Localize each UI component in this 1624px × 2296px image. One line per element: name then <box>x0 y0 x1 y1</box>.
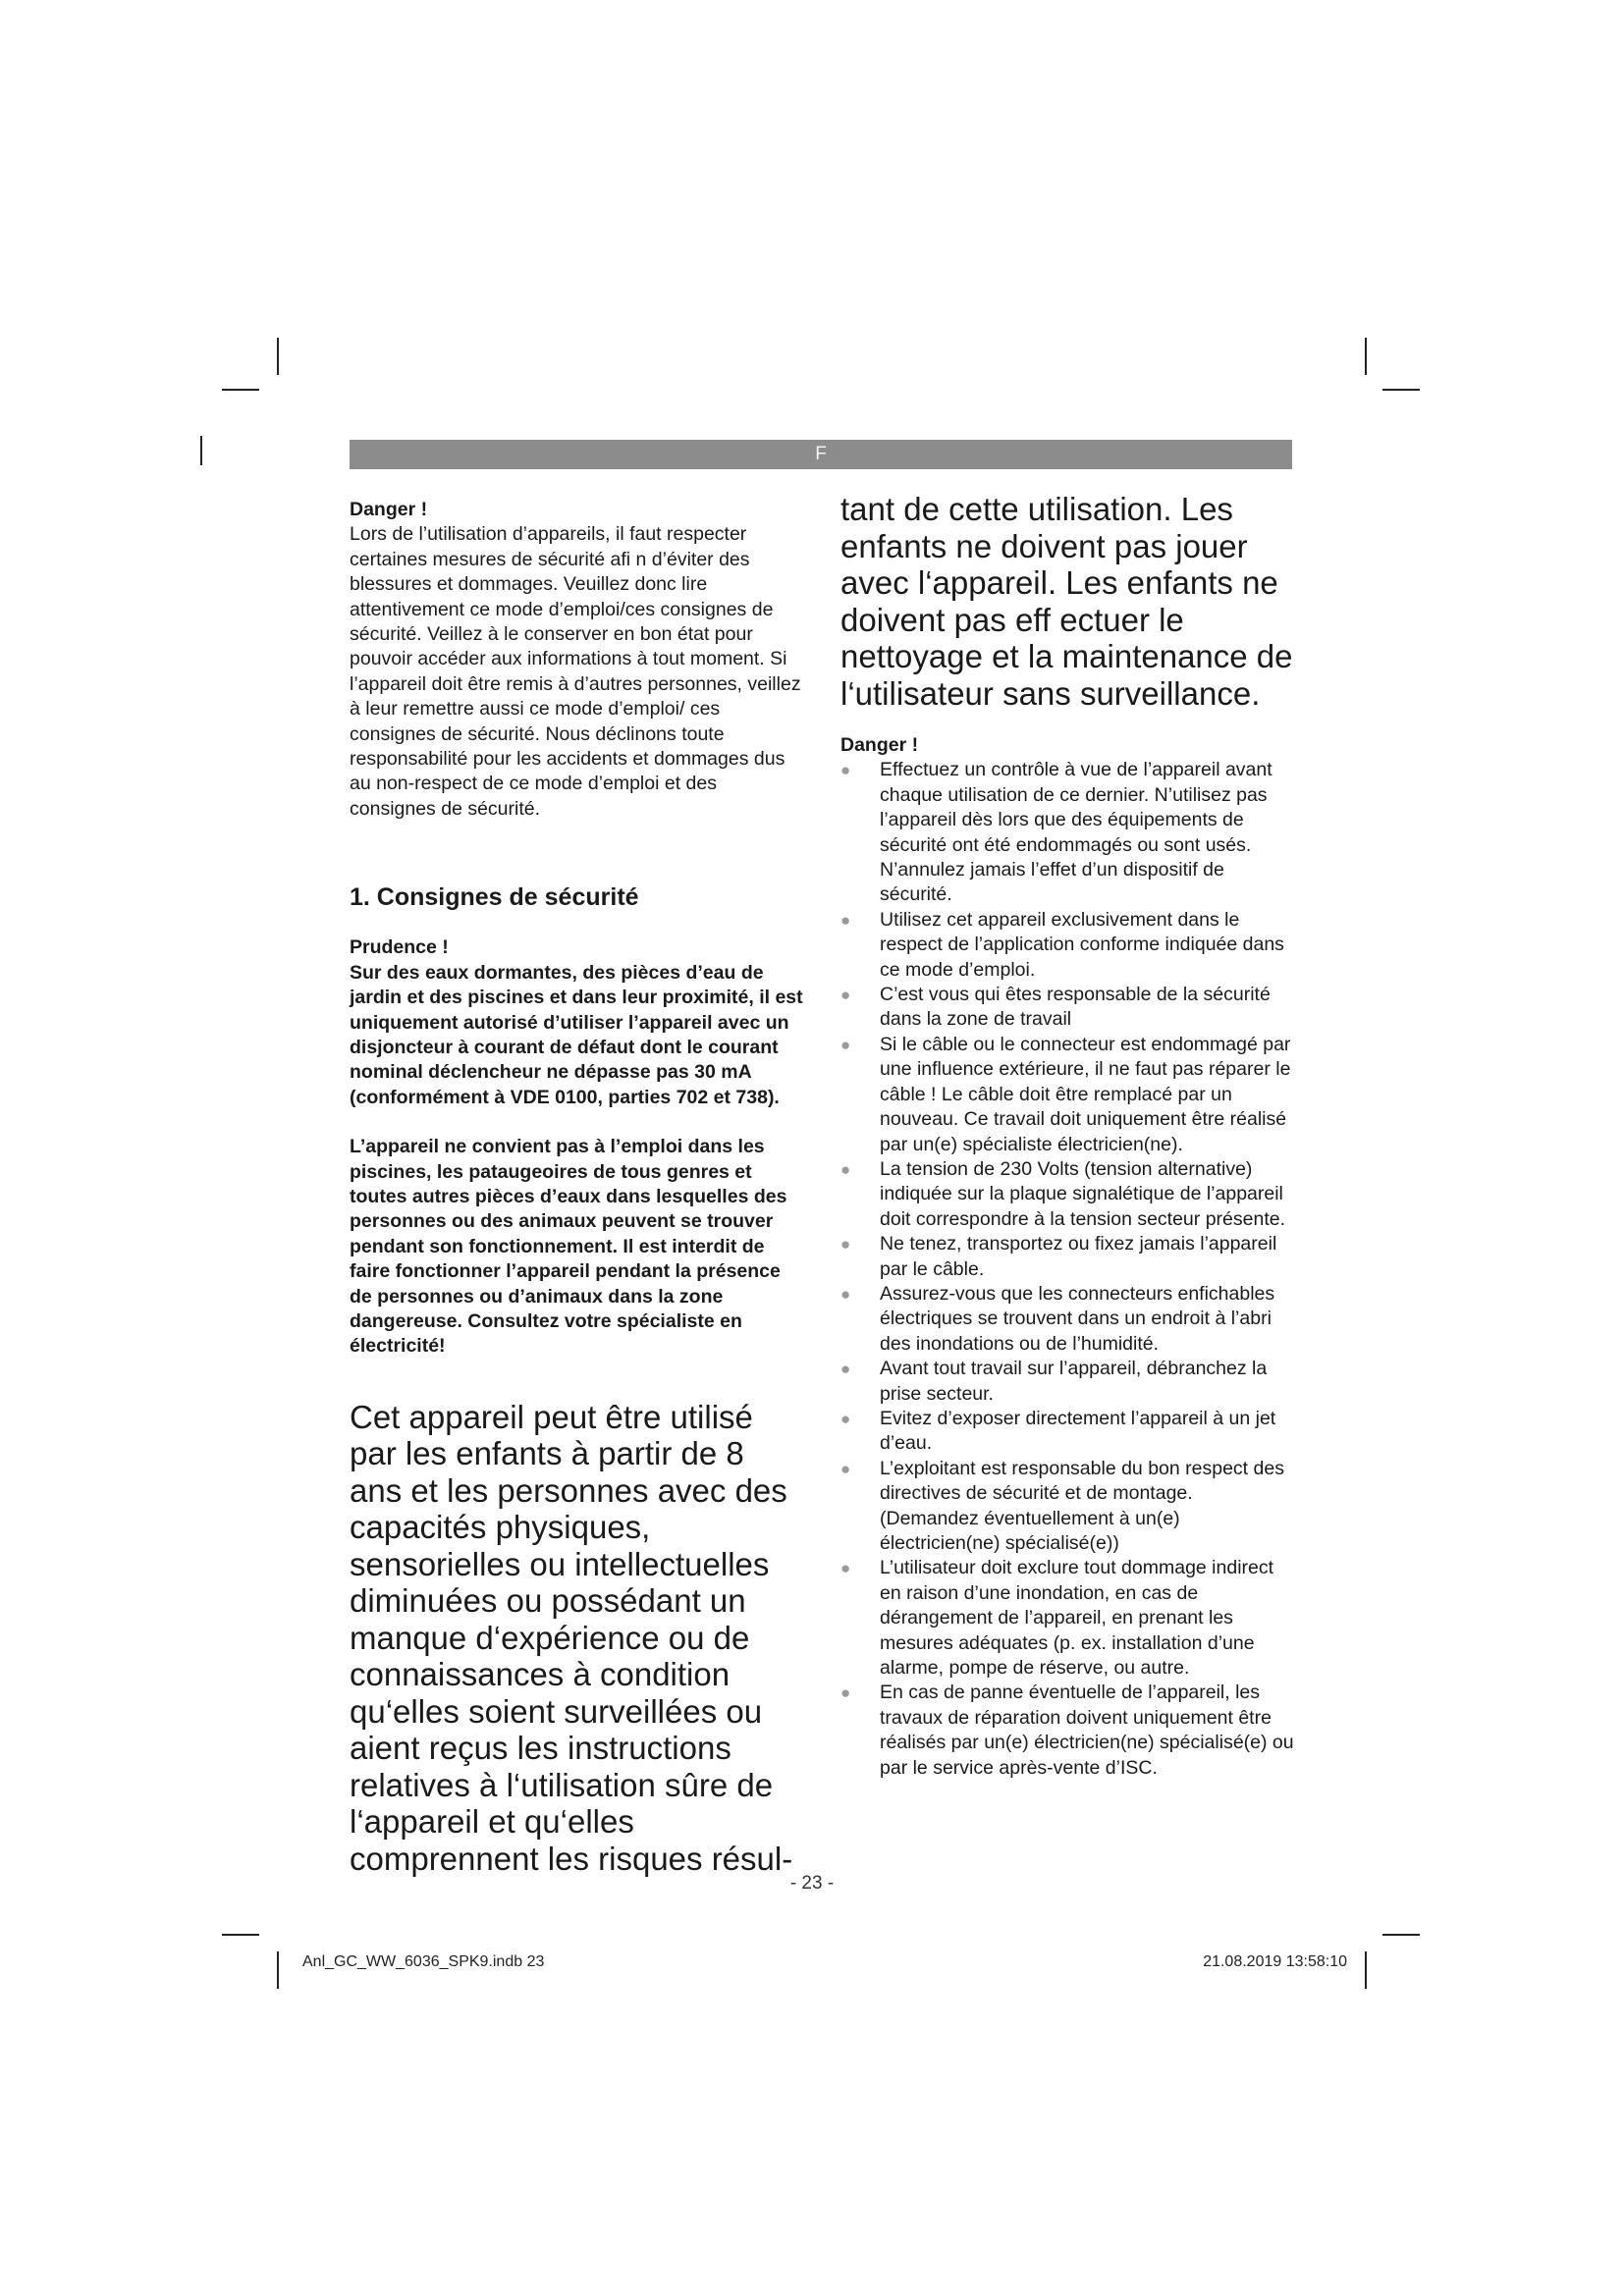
crop-mark <box>200 436 202 465</box>
intro-paragraph: Lors de l’utilisation d’appareils, il faut respecter certaines mesures de sécurité afi n d’éviter des blessures et dommages. Veuillez donc lire attentivement ce mode d’emploi/ces consignes de sécurité. Veillez à le conserver en bon état pour pouvoir accéder aux informations à tout moment. Si l’appareil doit être remis à d’autres personnes, veillez à leur remettre aussi ce mode d’emploi/ ces consignes de sécurité. Nous déclinons toute responsabilité pour les accidents et dommages dus au non-respect de ce mode d’emploi et des consignes de sécurité. <box>350 523 801 820</box>
caution-paragraph-1: Sur des eaux dormantes, des pièces d’eau de jardin et des piscines et dans leur proximité, il est uniquement autorisé d’utiliser l’appareil avec un disjoncteur à courant de défaut dont le courant nominal déclencheur ne dépasse pas 30 mA (conformément à VDE 0100, parties 702 et 738). <box>350 961 803 1108</box>
bullet-icon: ● <box>840 761 851 780</box>
danger-heading-2: Danger ! <box>840 734 919 756</box>
section-letter: F <box>815 444 827 464</box>
caution-heading: Prudence ! <box>350 936 449 959</box>
bullet-icon: ● <box>840 1360 851 1379</box>
bullet-icon: ● <box>840 1284 851 1304</box>
list-item: ● Evitez d’exposer directement l’appareil à un jet d’eau. <box>840 1407 1276 1455</box>
crop-mark <box>277 338 279 375</box>
list-item: ● L’utilisateur doit exclure tout dommage indirect en raison d’une inondation, en cas de dérangement de l’appareil, en prenant les mesures adéquates (p. ex. installation d’une alarme, pompe de réserve, ou autre. <box>840 1557 1274 1680</box>
section-header-bar <box>350 440 1292 469</box>
list-item: ● Utilisez cet appareil exclusivement dans le respect de l’application conforme indiquée dans ce mode d’emploi. <box>840 908 1284 981</box>
crop-mark <box>1382 1934 1420 1936</box>
right-column <box>840 491 1296 1781</box>
list-item: ● Effectuez un contrôle à vue de l’appareil avant chaque utilisation de ce dernier. N’utilisez pas l’appareil dès lors que des équipements de sécurité ont été endommagés ou sont usés. N’annulez jamais l’effet d’un dispositif de sécurité. <box>840 759 1272 906</box>
bullet-icon: ● <box>840 1409 851 1428</box>
list-item: ● Si le câble ou le connecteur est endommagé par une influence extérieure, il ne faut pas réparer le câble ! Le câble doit être remplacé par un nouveau. Ce travail doit uniquement être réalisé par un(e) spécialiste électricien(ne). <box>840 1033 1291 1155</box>
list-item: ● Ne tenez, transportez ou fixez jamais l’appareil par le câble. <box>840 1233 1277 1280</box>
safety-bullet-list <box>840 758 1296 1781</box>
list-item: ● C’est vous qui êtes responsable de la sécurité dans la zone de travail <box>840 984 1271 1031</box>
bullet-icon: ● <box>840 1459 851 1478</box>
list-item: ● La tension de 230 Volts (tension alternative) indiquée sur la plaque signalétique de l’appareil doit correspondre à la tension secteur présente. <box>840 1157 1285 1230</box>
bullet-icon: ● <box>840 1035 851 1054</box>
left-column <box>350 498 803 1877</box>
list-item: ● Assurez-vous que les connecteurs enfichables électriques se trouvent dans un endroit à l’abri des inondations ou de l’humidité. <box>840 1282 1275 1355</box>
list-item: ● L’exploitant est responsable du bon respect des directives de sécurité et de montage. (Demandez éventuellement à un(e) électricien(ne) spécialisé(e)) <box>840 1457 1284 1554</box>
print-file-name: Anl_GC_WW_6036_SPK9.indb 23 <box>302 1953 545 1970</box>
crop-mark <box>222 389 259 391</box>
section-title: 1. Consignes de sécurité <box>350 883 639 912</box>
list-item: ● Avant tout travail sur l’appareil, débranchez la prise secteur. <box>840 1358 1268 1405</box>
danger-heading: Danger ! <box>350 499 428 520</box>
crop-mark <box>222 1934 259 1936</box>
print-timestamp: 21.08.2019 13:58:10 <box>1203 1953 1347 1970</box>
crop-mark <box>1365 1951 1367 1989</box>
crop-mark <box>277 1951 279 1989</box>
list-item: ● En cas de panne éventuelle de l’appareil, les travaux de réparation doivent uniquement être réalisés par un(e) électricien(ne) spécialisé(e) ou par le service après-vente d’ISC. <box>840 1682 1294 1779</box>
bullet-icon: ● <box>840 1235 851 1255</box>
children-usage-text-continued: tant de cette utilisation. Les enfants ne doivent pas jouer avec l‘appareil. Les enfants ne doivent pas eff ectuer le nettoyage et la maintenance de l‘utilisateur sans surveillance. <box>840 491 1293 712</box>
crop-mark <box>1382 389 1420 391</box>
caution-paragraph-2: L’appareil ne convient pas à l’emploi dans les piscines, les pataugeoires de tous genres et toutes autres pièces d’eaux dans lesquelles des personnes ou des animaux peuvent se trouver pendant son fonctionnement. Il est interdit de faire fonctionner l’appareil pendant la présence de personnes ou d’animaux dans la zone dangereuse. Consultez votre spécialiste en électricité! <box>350 1136 787 1358</box>
bullet-icon: ● <box>840 1683 851 1703</box>
children-usage-text: Cet appareil peut être utilisé par les enfants à partir de 8 ans et les personnes avec des capacités physiques, sensorielles ou intellectuelles diminuées ou possédant un manque d‘expérience ou de connaissances à condition qu‘elles soient surveillées ou aient reçus les instructions relatives à l‘utilisation sûre de l‘appareil et qu‘elles comprennent les risques résul- <box>350 1398 793 1877</box>
crop-mark <box>1365 338 1367 375</box>
page-number: - 23 - <box>789 1873 835 1894</box>
bullet-icon: ● <box>840 910 851 930</box>
bullet-icon: ● <box>840 986 851 1005</box>
bullet-icon: ● <box>840 1159 851 1179</box>
bullet-icon: ● <box>840 1559 851 1578</box>
